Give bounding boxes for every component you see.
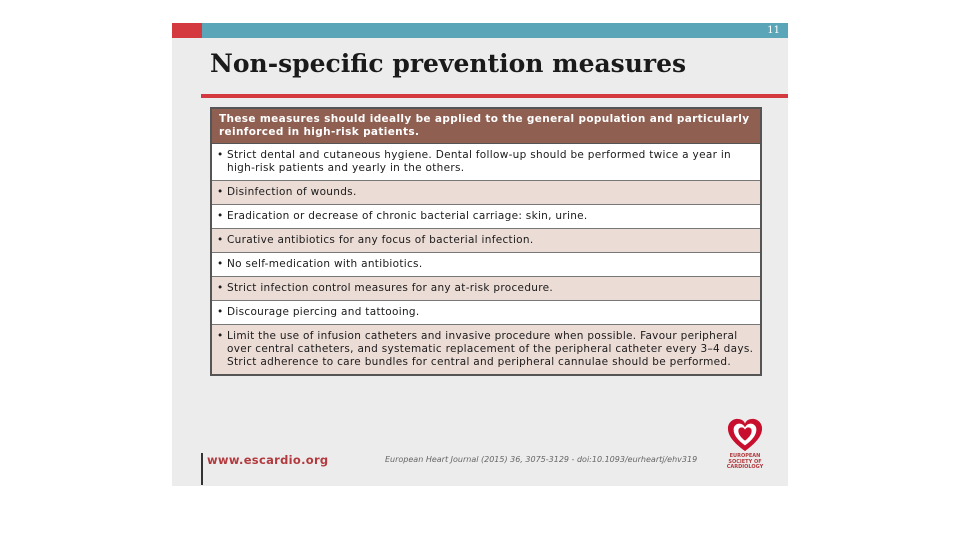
measure-text: Limit the use of infusion catheters and invasive procedure when possible. Favour peripheral over central catheters, and systematic replacement of the peripheral catheter every 3–4 days. Strict adherence to care bundles for central and peripheral cannulae should be performed. <box>227 330 754 368</box>
measures-table <box>210 107 762 376</box>
top-accent-red-block <box>172 23 202 38</box>
bullet-icon: • <box>217 186 224 198</box>
measure-row <box>212 181 760 205</box>
footer-url-link[interactable]: www.escardio.org <box>207 453 329 467</box>
bullet-icon: • <box>217 258 224 270</box>
measure-row <box>212 205 760 229</box>
measure-text: Discourage piercing and tattooing. <box>227 306 420 318</box>
measure-row <box>212 277 760 301</box>
measure-text: Eradication or decrease of chronic bacterial carriage: skin, urine. <box>227 210 588 222</box>
measure-row <box>212 253 760 277</box>
measure-text: Disinfection of wounds. <box>227 186 357 198</box>
bullet-icon: • <box>217 149 224 161</box>
slide-title: Non-specific prevention measures <box>210 49 687 78</box>
measure-text: No self-medication with antibiotics. <box>227 258 423 270</box>
measure-text: Strict dental and cutaneous hygiene. Dental follow-up should be performed twice a year in high-risk patients and yearly in the others. <box>227 149 731 174</box>
bullet-icon: • <box>217 210 224 222</box>
logo-text: EUROPEAN SOCIETY OF CARDIOLOGY <box>726 453 764 470</box>
slide <box>172 23 788 486</box>
bullet-icon: • <box>217 234 224 246</box>
footer-citation: European Heart Journal (2015) 36, 3075-3129 - doi:10.1093/eurheartj/ehv319 <box>385 455 698 464</box>
bullet-icon: • <box>217 306 224 318</box>
footer-divider <box>201 453 203 485</box>
measure-row <box>212 144 760 181</box>
measure-text: Curative antibiotics for any focus of bacterial infection. <box>227 234 534 246</box>
bullet-icon: • <box>217 282 224 294</box>
measure-text: Strict infection control measures for any at-risk procedure. <box>227 282 554 294</box>
page-number: 11 <box>767 25 780 36</box>
measure-row <box>212 301 760 325</box>
bullet-icon: • <box>217 330 224 342</box>
measure-row <box>212 229 760 253</box>
measures-header: These measures should ideally be applied to the general population and particularly reinforced in high-risk patients. <box>212 109 760 144</box>
measure-row <box>212 325 760 374</box>
esc-logo <box>720 417 770 473</box>
top-accent-bar <box>172 23 788 38</box>
title-underline <box>201 94 788 98</box>
heart-logo-icon <box>726 417 764 453</box>
